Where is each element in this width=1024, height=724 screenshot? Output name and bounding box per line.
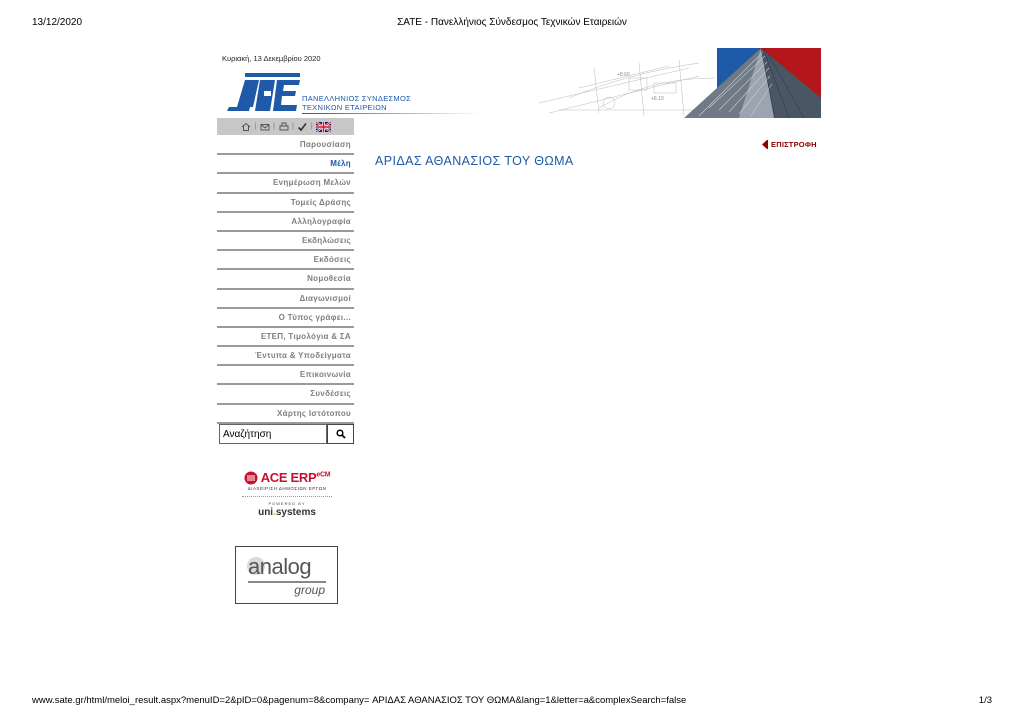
- back-link[interactable]: [762, 140, 817, 149]
- menu-item-tenders[interactable]: Διαγωνισμοί: [217, 290, 354, 309]
- search-box: [219, 424, 354, 444]
- menu-item-press[interactable]: Ο Τύπος γράφει...: [217, 309, 354, 328]
- back-arrow-icon: [762, 140, 768, 149]
- menu-item-correspondence[interactable]: Αλληλογραφία: [217, 213, 354, 232]
- svg-text:+8.60: +8.60: [617, 72, 630, 78]
- menu-item-sitemap[interactable]: Χάρτης Ιστότοπου: [217, 405, 354, 424]
- menu-item-events[interactable]: Εκδηλώσεις: [217, 232, 354, 251]
- menu-item-members[interactable]: Μέλη: [217, 155, 354, 174]
- analog-group-banner[interactable]: [235, 546, 338, 604]
- mail-icon[interactable]: [259, 121, 270, 132]
- menu-item-links[interactable]: Συνδέσεις: [217, 385, 354, 404]
- header-banner: [539, 48, 821, 118]
- svg-text:+6.10: +6.10: [651, 96, 664, 102]
- menu-item-presentation[interactable]: Παρουσίαση: [217, 136, 354, 155]
- check-icon[interactable]: [297, 121, 308, 132]
- logo-line-1: ΠΑΝΕΛΛΗΝΙΟΣ ΣΥΝΔΕΣΜΟΣ: [302, 94, 412, 103]
- search-input[interactable]: [219, 424, 327, 444]
- ace-erp-title: ACE $ERP^{eCM}$: [260, 470, 331, 485]
- print-date: 13/12/2020: [32, 17, 83, 28]
- print-title: ΣΑΤΕ - Πανελλήνιος Σύνδεσμος Τεχνικών Εταιρειών: [397, 17, 627, 28]
- page: [217, 46, 822, 616]
- toolbar-separator: |: [254, 123, 257, 130]
- utility-toolbar: [217, 118, 354, 135]
- toolbar-separator: |: [292, 123, 294, 130]
- toolbar-separator: |: [310, 123, 313, 130]
- ace-erp-superscript: eCM: [316, 471, 331, 479]
- menu-item-sectors[interactable]: Τομείς Δράσης: [217, 194, 354, 213]
- logo-line-2: ΤΕΧΝΙΚΩΝ ΕΤΑΙΡΕΙΩΝ: [302, 103, 387, 112]
- search-button[interactable]: [327, 424, 354, 444]
- toolbar-separator: |: [273, 123, 275, 130]
- ace-emblem-icon: [244, 471, 258, 485]
- menu-item-etep[interactable]: ΕΤΕΠ, Τιμολόγια & ΣΑ: [217, 328, 354, 347]
- logo-underline: [302, 113, 482, 114]
- analog-group-label: group: [294, 583, 325, 597]
- powered-by-label: POWERED BY: [268, 501, 306, 506]
- menu-item-contact[interactable]: Επικοινωνία: [217, 366, 354, 385]
- menu-item-legislation[interactable]: Νομοθεσία: [217, 270, 354, 289]
- current-date: Κυριακή, 13 Δεκεμβρίου 2020: [222, 54, 321, 63]
- sate-logo[interactable]: [227, 71, 302, 113]
- ace-erp-banner[interactable]: [237, 470, 337, 530]
- uk-flag-icon[interactable]: [316, 121, 331, 132]
- company-title: ΑΡΙΔΑΣ ΑΘΑΝΑΣΙΟΣ ΤΟΥ ΘΩΜΑ: [375, 154, 574, 168]
- home-icon[interactable]: [240, 121, 251, 132]
- menu-item-member-news[interactable]: Ενημέρωση Μελών: [217, 174, 354, 193]
- print-url: www.sate.gr/html/meloi_result.aspx?menuID=2&pID=0&pagenum=8&company= ΑΡΙΔΑΣ ΑΘΑΝΑΣΙΟΣ ΤΟΥ ΘΩΜΑ&lang=1&letter=a&complexSearch=false: [32, 695, 687, 706]
- menu-item-forms[interactable]: Έντυπα & Υποδείγματα: [217, 347, 354, 366]
- print-header: [0, 17, 1024, 31]
- back-label: ΕΠΙΣΤΡΟΦΗ: [771, 140, 817, 149]
- ace-erp-logo: [237, 470, 337, 485]
- search-icon: [336, 429, 346, 439]
- print-footer: [0, 695, 1024, 709]
- ace-erp-subtitle: ΔΙΑΧΕΙΡΙΣΗ ΔΗΜΟΣΙΩΝ ΕΡΓΩΝ: [247, 486, 327, 491]
- menu-item-publications[interactable]: Εκδόσεις: [217, 251, 354, 270]
- ace-divider: [242, 496, 332, 497]
- print-page-number: 1/3: [978, 695, 992, 706]
- print-icon[interactable]: [278, 121, 289, 132]
- main-menu: [217, 136, 354, 424]
- logo-text: [302, 94, 411, 112]
- analog-wordmark: analog: [248, 554, 312, 579]
- unisystems-logo: uni.systems: [258, 507, 316, 518]
